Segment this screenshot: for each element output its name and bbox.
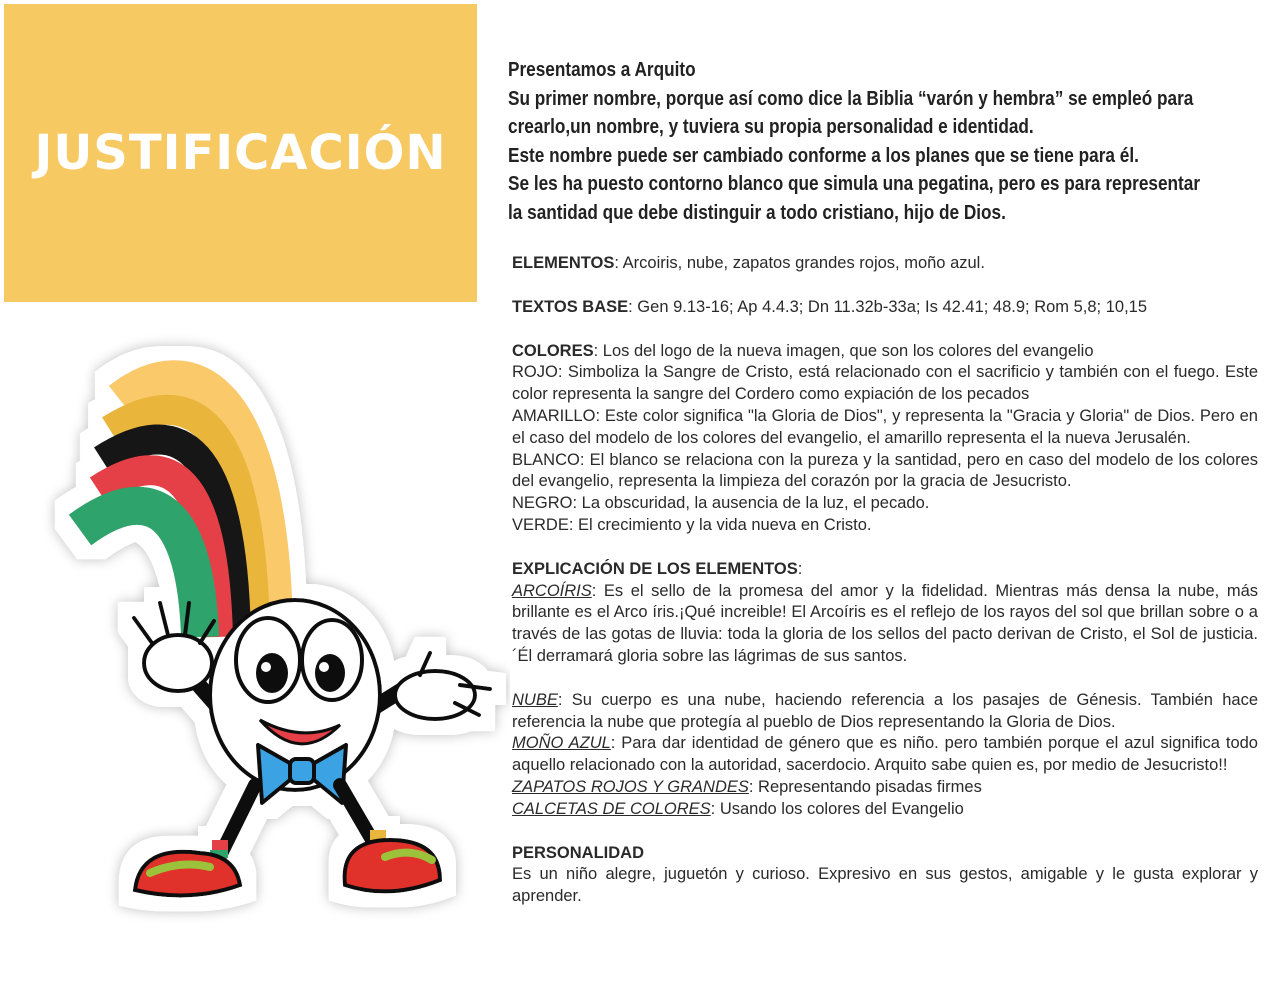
color-verde: VERDE: El crecimiento y la vida nueva en Cristo. [512,515,872,534]
title-banner [4,4,477,302]
intro-line: la santidad que debe distinguir a todo cristiano, hijo de Dios. [508,201,1006,224]
personalidad-heading: PERSONALIDAD [512,843,645,862]
elementos-text: : Arcoiris, nube, zapatos grandes rojos, moño azul. [614,254,985,272]
rainbow [80,378,275,637]
intro-line: Este nombre puede ser cambiado conforme a los planes que se tiene para él. [508,144,1139,167]
calcetas-text: : Usando los colores del Evangelio [710,799,964,818]
rainbow-band-green [80,506,200,637]
page-title: JUSTIFICACIÓN [34,125,447,181]
intro-line: crearlo,un nombre, y tuviera su propia personalidad e identidad. [508,116,1034,138]
calcetas-item [512,799,1258,821]
colores-label: COLORES [512,341,594,360]
elementos-section [512,253,1258,275]
explicacion-heading [512,559,1258,581]
intro-line: Se les ha puesto contorno blanco que simula una pegatina, pero es para representar [508,173,1201,195]
calcetas-label: CALCETAS DE COLORES [512,799,711,818]
intro-line: Presentamos a Arquito [508,59,696,81]
color-amarillo: AMARILLO: Este color significa "la Gloria de Dios", y representa la "Gracia y Gloria" de Dios. Pero en el caso del modelo de los colores del evangelio, el amarillo representa el la nueva Jerusalén. [512,406,1258,447]
red-shoes [135,840,440,895]
right-leg [340,785,375,845]
arcoiris-label: ARCOÍRIS [512,581,592,600]
textos-base-section [512,297,1258,319]
explicacion-label: EXPLICACIÓN DE LOS ELEMENTOS [512,559,798,578]
nube-label: NUBE [512,690,558,709]
right-glove [395,653,490,719]
nube-item [512,690,1258,734]
color-rojo: ROJO: Simboliza la Sangre de Cristo, está relacionado con el sacrificio y también con el fuego. Este color representa la sangre del Cordero como expiación de los pecados [512,363,1258,404]
colores-text: : Los del logo de la nueva imagen, que son los colores del evangelio [593,341,1094,360]
colores-heading [512,341,1258,363]
zapatos-text: : Representando pisadas firmes [748,777,982,796]
mono-item [512,733,1258,777]
explicacion-colon: : [797,559,803,578]
elementos-label: ELEMENTOS [512,254,615,272]
content-body [512,253,1258,908]
color-negro: NEGRO: La obscuridad, la ausencia de la luz, el pecado. [512,494,930,513]
arcoiris-text: : Es el sello de la promesa del amor y la fidelidad. Mientras más densa la nube, más brillante es el Arco íris.¡Qué increible! El Arcoíris es el reflejo de los rayos del sol que brillan sobre o a través de las gotas de lluvia: toda la gloria de los sellos del pacto derivan de Cristo, el Sol de justicia. ´Él derramará gloria sobre las lágrimas de sus santos. [512,581,1258,665]
mono-label: MOÑO AZUL [512,734,611,753]
zapatos-item [512,777,1258,799]
intro-paragraph [508,56,1201,227]
arcoiris-item [512,581,1258,668]
personalidad-text: Es un niño alegre, juguetón y curioso. Expresivo en sus gestos, amigable y le gusta explorar y aprender. [512,865,1258,906]
nube-text: : Su cuerpo es una nube, haciendo referencia a los pasajes de Génesis. También hace referencia la nube que protegía al pueblo de Dios representando la Gloria de Dios. [512,690,1258,731]
color-blanco: BLANCO: El blanco se relaciona con la pureza y la santidad, pero en caso del modelo de los colores del evangelio, representa la limpieza del corazón por la gracia de Jesucristo. [512,450,1258,491]
textos-base-label: TEXTOS BASE [512,297,629,316]
zapatos-label: ZAPATOS ROJOS Y GRANDES [512,777,749,796]
mono-text: : Para dar identidad de género que es niño. pero también porque el azul significa todo aquello relacionado con la autoridad, sacerdocio. Arquito sabe quien es, por medio de Jesucristo!! [512,734,1258,775]
intro-line: Su primer nombre, porque así como dice la Biblia “varón y hembra” se empleó para [508,87,1194,110]
arquito-mascot-illustration [40,325,510,925]
textos-base-text: : Gen 9.13-16; Ap 4.4.3; Dn 11.32b-33a; Is 42.41; 48.9; Rom 5,8; 10,15 [628,297,1148,316]
